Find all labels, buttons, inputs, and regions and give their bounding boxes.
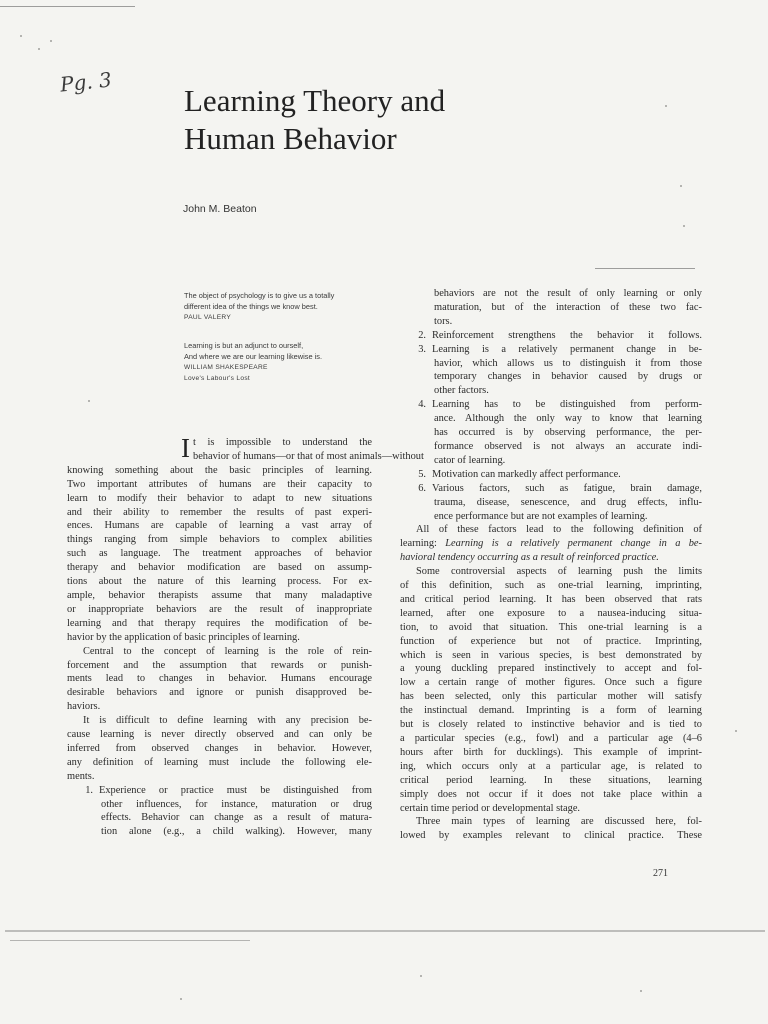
body-line: ample, behavior therapists assume that many maladaptive [67, 589, 372, 601]
body-line: which is seen in various species, is best demonstrated by [400, 649, 702, 661]
body-line: hours after birth for ducklings). This example of imprint- [400, 746, 702, 758]
list-item-line [400, 398, 702, 412]
list-number: 1. [85, 784, 93, 796]
body-line: therapy and behavior modification are based on assump- [67, 562, 372, 574]
body-column-left [67, 433, 424, 839]
list-text: Reinforcement strengthens the behavior it follows. [432, 329, 702, 341]
body-line: lowed by examples relevant to clinical practice. These [400, 830, 702, 842]
list-item-line [400, 468, 702, 482]
body-line: learned, after one exposure to a nausea-inducing situa- [400, 607, 702, 619]
body-line: All of these factors lead to the following definition of [416, 524, 702, 536]
scan-speck [88, 400, 90, 402]
list-item-line [400, 329, 702, 343]
body-line: ments. [67, 770, 95, 782]
scan-artifact-line [5, 930, 765, 932]
body-line: and critical period learning. It has been observed that rats [400, 593, 702, 605]
body-line: behavior of humans—or that of most animals—without [193, 450, 424, 462]
body-line: certain time period or developmental stage. [400, 802, 581, 814]
scan-speck [420, 975, 422, 977]
body-line: has been selected, only this particular mother will satisfy [400, 691, 702, 703]
body-line: learning and that therapy requires the modification of be- [67, 617, 372, 629]
title-line-1: Learning Theory and [184, 83, 446, 118]
list-text: Experience or practice must be distinguished from [99, 784, 372, 796]
epigraph-source: Love's Labour's Lost [184, 375, 251, 382]
drop-cap: I [181, 433, 190, 463]
list-item-line: has occurred is by observing performance, the per- [434, 427, 702, 439]
list-item-line: cator of learning. [434, 454, 506, 466]
list-item-line: behaviors are not the result of only learning or only [434, 288, 702, 299]
scan-speck [50, 40, 52, 42]
list-item-line [400, 482, 702, 496]
body-line: forcement and the assumption that rewards or punish- [67, 659, 372, 671]
list-item-line: other influences, for instance, maturation or drug [101, 798, 372, 810]
scan-speck [680, 185, 682, 187]
body-line: simply does not occur if it does not take place within a [400, 788, 702, 800]
scan-speck [665, 105, 667, 107]
body-line: haviors. [67, 701, 101, 713]
body-line: and their ability to remember the results of past experi- [67, 506, 372, 518]
list-item-line: temporary changes in behavior caused by drugs or [434, 371, 702, 383]
body-line: desirable behaviors and ignore or punish disapproved be- [67, 687, 372, 699]
body-line: tion, to avoid that situation. This one-trial learning is a [400, 621, 702, 633]
epigraph-valery [184, 290, 394, 323]
body-line: Two important attributes of humans are their capacity to [67, 478, 372, 490]
list-text: Learning has to be distinguished from perform- [432, 399, 702, 411]
body-line: Three main types of learning are discussed here, fol- [416, 816, 702, 828]
list-item-line: ence performance but are not examples of learning. [434, 510, 648, 522]
epigraph-attribution: PAUL VALERY [184, 314, 232, 321]
scan-artifact-line [10, 940, 250, 941]
body-line: It is difficult to define learning with any precision be- [83, 715, 372, 727]
list-item-line: other factors. [434, 385, 489, 397]
body-line: or inappropriate behaviors are the result of inappropriate [67, 603, 372, 615]
epigraph-line: Learning is but an adjunct to ourself, [184, 341, 304, 350]
body-line: a young duckling prepared instinctively to accept and fol- [400, 663, 702, 675]
body-line: ments lead to changes in behavior. Humans encourage [67, 673, 372, 685]
list-item-line: tion alone (e.g., a child walking). However, many [101, 826, 372, 838]
body-line [400, 537, 702, 551]
body-line: function of experience but not of practice. Imprinting, [400, 635, 702, 647]
body-line: tions about the nature of this learning process. For ex- [67, 576, 372, 588]
author-name: John M. Beaton [183, 203, 257, 215]
list-item-line [400, 343, 702, 357]
epigraph-line: And where we are our learning likewise is. [184, 352, 323, 361]
epigraph-attribution: WILLIAM SHAKESPEARE [184, 364, 268, 371]
scan-speck [38, 48, 40, 50]
scan-artifact-line [595, 268, 695, 269]
body-line: inferred from observed changes in behavior. However, [67, 742, 372, 754]
list-item-line: effects. Behavior can change as a result of matura- [101, 812, 372, 824]
list-text: Motivation can markedly affect performance. [432, 468, 621, 480]
body-line: any definition of learning must include the following ele- [67, 756, 372, 768]
scan-speck [640, 990, 642, 992]
definition-line: havioral tendency occurring as a result of reinforced practice. [400, 552, 659, 564]
title-line-2: Human Behavior [184, 121, 397, 156]
article-title [184, 82, 604, 158]
list-item-line [67, 784, 372, 798]
body-column-right [400, 287, 702, 843]
body-line: Central to the concept of learning is the role of rein- [83, 645, 372, 657]
definition-italic: Learning is a relatively permanent change in a be- [445, 538, 702, 550]
body-line: the instinctual demand. Imprinting is a form of learning [400, 705, 702, 717]
body-line: Some controversial aspects of learning push the limits [416, 566, 702, 578]
scan-speck [180, 998, 182, 1000]
list-number: 4. [418, 399, 426, 411]
body-line: but is closely related to instinctive behavior and is tied to [400, 719, 702, 731]
body-line: low a certain range of mother figures. Once such a figure [400, 677, 702, 689]
list-text: Learning is a relatively permanent change in be- [432, 343, 702, 355]
body-line: ing, which occurs only at a particular age, is related to [400, 760, 702, 772]
list-item-line: havior, which allows us to distinguish it from those [434, 357, 702, 369]
list-number: 3. [418, 343, 426, 355]
body-line: ences. Humans are capable of learning a vast array of [67, 520, 372, 532]
handwritten-page-note: Pg. 3 [58, 67, 113, 97]
epigraph-shakespeare [184, 340, 394, 384]
scan-artifact-line [0, 6, 135, 7]
list-item-line: ance. Although the only way to know that learning [434, 413, 702, 425]
scan-speck [735, 730, 737, 732]
list-number: 5. [418, 468, 426, 480]
body-line: of this definition, such as one-trial learning, imprinting, [400, 580, 702, 592]
body-line: havior by the application of basic principles of learning. [67, 631, 300, 643]
scan-speck [683, 225, 685, 227]
list-item-line: maturation, but of the interaction of these two fac- [434, 301, 702, 313]
scan-speck [20, 35, 22, 37]
body-line: cause learning is never directly observed and can only be [67, 729, 372, 741]
body-line: t is impossible to understand the [193, 437, 372, 448]
body-line: learn to modify their behavior to adapt to new situations [67, 492, 372, 504]
list-number: 6. [418, 482, 426, 494]
list-text: Various factors, such as fatigue, brain damage, [432, 482, 702, 494]
body-line: things ranging from simple behaviors to complex abilities [67, 534, 372, 546]
body-line: such as language. The treatment approaches of behavior [67, 548, 372, 560]
epigraph-line: The object of psychology is to give us a totally [184, 291, 335, 300]
page-number: 271 [653, 868, 668, 879]
definition-lead: learning: [400, 538, 446, 550]
list-item-line: formance observed is not always an accurate indi- [434, 440, 702, 452]
list-item-line: tors. [434, 315, 453, 327]
epigraph-line: different idea of the things we know best. [184, 302, 318, 311]
list-item-line: trauma, disease, senescence, and drug effects, influ- [434, 496, 702, 508]
list-number: 2. [418, 329, 426, 341]
body-line: knowing something about the basic principles of learning. [67, 464, 372, 476]
body-line: a particular species (e.g., fowl) and a particular age (4–6 [400, 733, 702, 744]
body-line: critical period learning. In these situations, learning [400, 774, 702, 786]
